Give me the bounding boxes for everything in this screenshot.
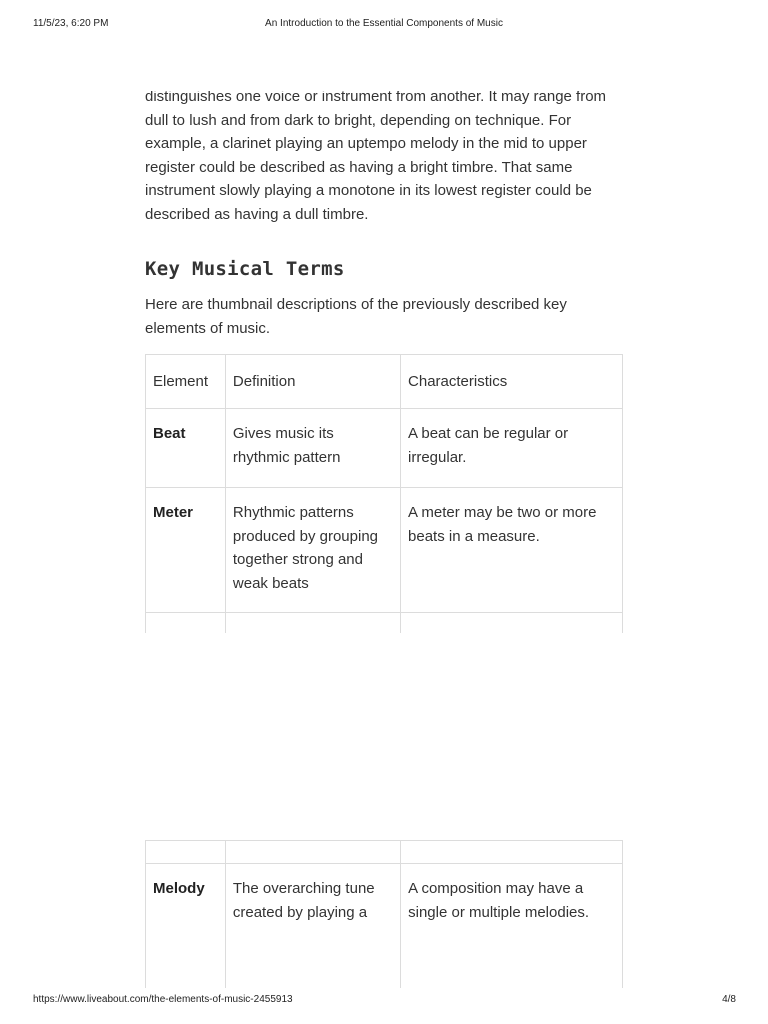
print-datetime: 11/5/23, 6:20 PM <box>33 18 109 29</box>
row-characteristics: A meter may be two or more beats in a measure. <box>408 504 597 545</box>
table-row-cut-off <box>146 613 623 634</box>
header-definition: Definition <box>232 373 296 390</box>
header-element: Element <box>153 373 209 390</box>
section-title: Key Musical Terms <box>145 258 345 280</box>
table-row <box>146 864 623 989</box>
print-url[interactable]: https://www.liveabout.com/the-elements-of-music-2455913 <box>33 994 293 1005</box>
row-characteristics: A composition may have a single or multiple melodies. <box>408 880 590 921</box>
table-header-row <box>146 355 623 409</box>
key-terms-table <box>145 354 623 633</box>
table-row-cut-off <box>146 841 623 864</box>
key-terms-table-continued <box>145 840 623 988</box>
print-page-title: An Introduction to the Essential Components of Music <box>265 18 503 29</box>
table-lower-clip <box>0 840 768 988</box>
header-characteristics: Characteristics <box>408 373 508 390</box>
row-definition: Rhythmic patterns produced by grouping together strong and weak beats <box>232 504 378 592</box>
row-element: Melody <box>153 880 205 897</box>
row-element: Meter <box>153 504 194 521</box>
intro-paragraph: Here are thumbnail descriptions of the previously described key elements of music. <box>145 296 567 337</box>
row-definition: Gives music its rhythmic pattern <box>232 425 341 466</box>
row-characteristics: A beat can be regular or irregular. <box>408 425 569 466</box>
row-definition: The overarching tune created by playing a <box>232 880 375 921</box>
print-page-number: 4/8 <box>722 994 736 1005</box>
row-element: Beat <box>153 425 186 442</box>
timbre-paragraph-text: distinguishes one voice or instrument from another. It may range from dull to lush and from dark to bright, depending on technique. For example, a clarinet playing an uptempo melody in the mid to upper register could be described as having a bright timbre. That same instrument slowly playing a monotone in its lowest register could be described as having a dull timbre. <box>145 91 607 223</box>
table-row <box>146 409 623 488</box>
table-row <box>146 488 623 613</box>
